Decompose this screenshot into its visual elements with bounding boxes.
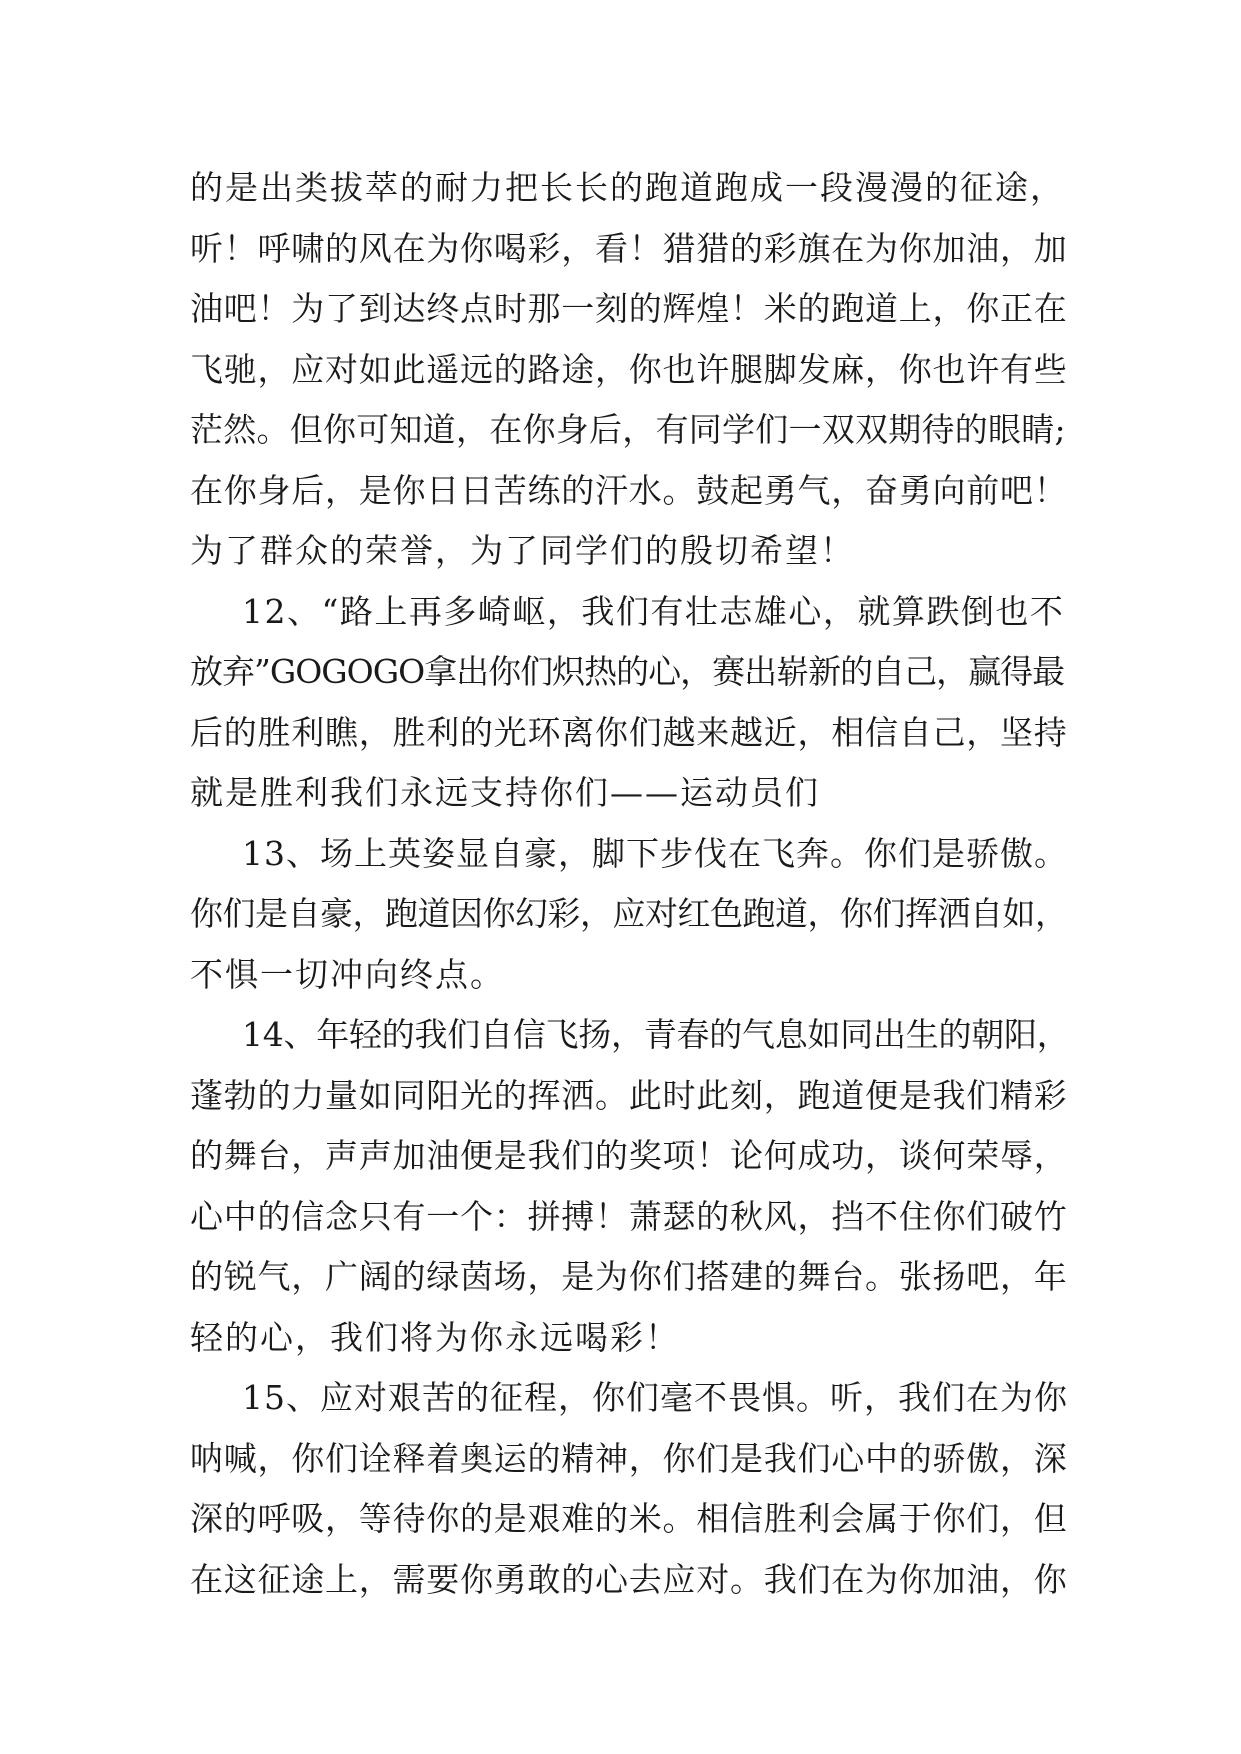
text-line: 你们是自豪，跑道因你幻彩，应对红色跑道，你们挥洒自如， bbox=[190, 894, 1068, 933]
text-line: 后的胜利瞧，胜利的光环离你们越来越近，相信自己，坚持 bbox=[190, 712, 1068, 752]
text-line: 的锐气，广阔的绿茵场，是为你们搭建的舞台。张扬吧，年 bbox=[190, 1257, 1068, 1296]
text-line: 心中的信念只有一个：拼搏！萧瑟的秋风，挡不住你们破竹 bbox=[190, 1196, 1068, 1236]
text-line: 在你身后，是你日日苦练的汗水。鼓起勇气，奋勇向前吧！ bbox=[190, 470, 1068, 510]
text-line: 为了群众的荣誉，为了同学们的殷切希望！ bbox=[190, 531, 855, 570]
text-line: 在这征途上，需要你勇敢的心去应对。我们在为你加油，你 bbox=[190, 1559, 1068, 1599]
text-line: 的是出类拔萃的耐力把长长的跑道跑成一段漫漫的征途， bbox=[190, 168, 1065, 207]
text-line: 放弃”GOGOGO拿出你们炽热的心，赛出崭新的自己，赢得最 bbox=[190, 652, 1065, 691]
paragraph-first-line: 13、场上英姿显自豪，脚下步伐在飞奔。你们是骄傲。 bbox=[242, 833, 1068, 873]
paragraph-first-line: 12、“路上再多崎岖，我们有壮志雄心，就算跌倒也不 bbox=[242, 591, 1065, 631]
text-line: 飞驰，应对如此遥远的路途，你也许腿脚发麻，你也许有些 bbox=[190, 349, 1068, 389]
document-body-text bbox=[190, 158, 1070, 1610]
text-line: 深的呼吸，等待你的是艰难的米。相信胜利会属于你们，但 bbox=[190, 1499, 1068, 1538]
text-line: 听！呼啸的风在为你喝彩，看！猎猎的彩旗在为你加油，加 bbox=[190, 228, 1068, 268]
text-line: 呐喊，你们诠释着奥运的精神，你们是我们心中的骄傲，深 bbox=[190, 1438, 1068, 1478]
text-line: 油吧！为了到达终点时那一刻的辉煌！米的跑道上，你正在 bbox=[190, 289, 1068, 328]
text-line: 茫然。但你可知道，在你身后，有同学们一双双期待的眼睛; bbox=[190, 410, 1066, 449]
text-line: 蓬勃的力量如同阳光的挥洒。此时此刻，跑道便是我们精彩 bbox=[190, 1075, 1068, 1115]
text-line: 轻的心，我们将为你永远喝彩！ bbox=[190, 1317, 680, 1357]
text-line: 不惧一切冲向终点。 bbox=[190, 954, 505, 994]
text-line: 的舞台，声声加油便是我们的奖项！论何成功，谈何荣辱， bbox=[190, 1136, 1068, 1175]
paragraph-first-line: 14、年轻的我们自信飞扬，青春的气息如同出生的朝阳， bbox=[242, 1015, 1070, 1054]
paragraph-first-line: 15、应对艰苦的征程，你们毫不畏惧。听，我们在为你 bbox=[242, 1378, 1068, 1417]
text-line: 就是胜利我们永远支持你们——运动员们 bbox=[190, 773, 820, 812]
